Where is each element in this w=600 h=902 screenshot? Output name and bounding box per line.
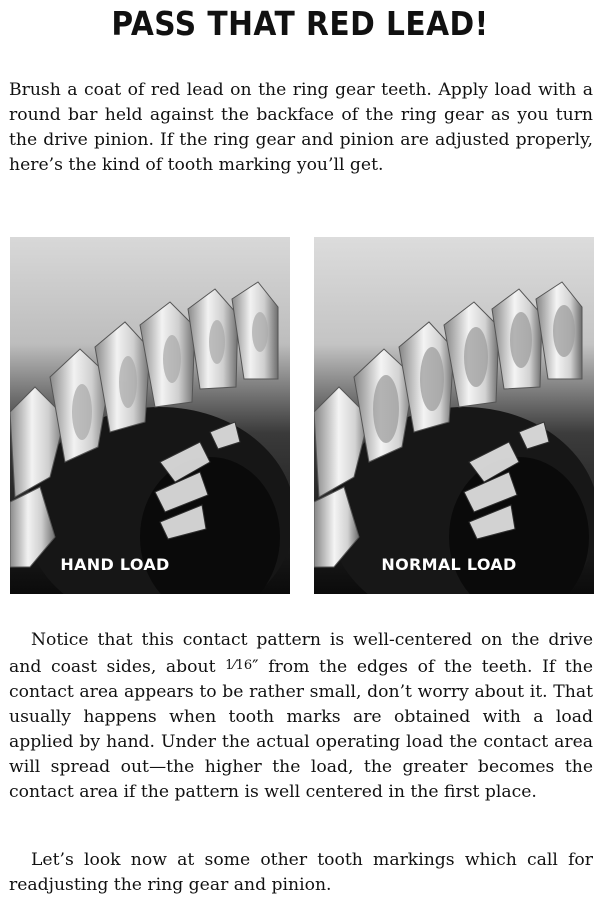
notice-text-start: Notice that this contact pattern is well-centered on the drive and coast sides, about <box>9 630 593 677</box>
page-title: PASS THAT RED LEAD! <box>111 4 489 43</box>
notice-paragraph <box>9 628 593 805</box>
hand-load-label: HAND LOAD <box>60 555 170 574</box>
fraction-sixteenth: 1⁄16 <box>225 658 253 673</box>
hand-load-photo <box>10 237 290 594</box>
normal-load-label: NORMAL LOAD <box>381 555 517 574</box>
lookahead-paragraph: Let’s look now at some other tooth markings which call for readjusting the ring gear and pinion. <box>9 850 593 895</box>
gear-teeth-image <box>314 237 594 594</box>
intro-paragraph: Brush a coat of red lead on the ring gear teeth. Apply load with a round bar held against the backface of the ring gear as you turn the drive pinion. If the ring gear and pinion are adjusted properly, here’s the kind of tooth marking you’ll get. <box>9 80 593 175</box>
normal-load-photo <box>314 237 594 594</box>
gear-teeth-image <box>10 237 290 594</box>
notice-text-end: ″ from the edges of the teeth. If the contact area appears to be rather small, don’t worry about it. That usually happens when tooth marks are obtained with a load applied by hand. Under the actual operating load the contact area will spread out—the higher the load, the greater becomes the contact area if the pattern is well centered in the first place. <box>9 657 593 802</box>
